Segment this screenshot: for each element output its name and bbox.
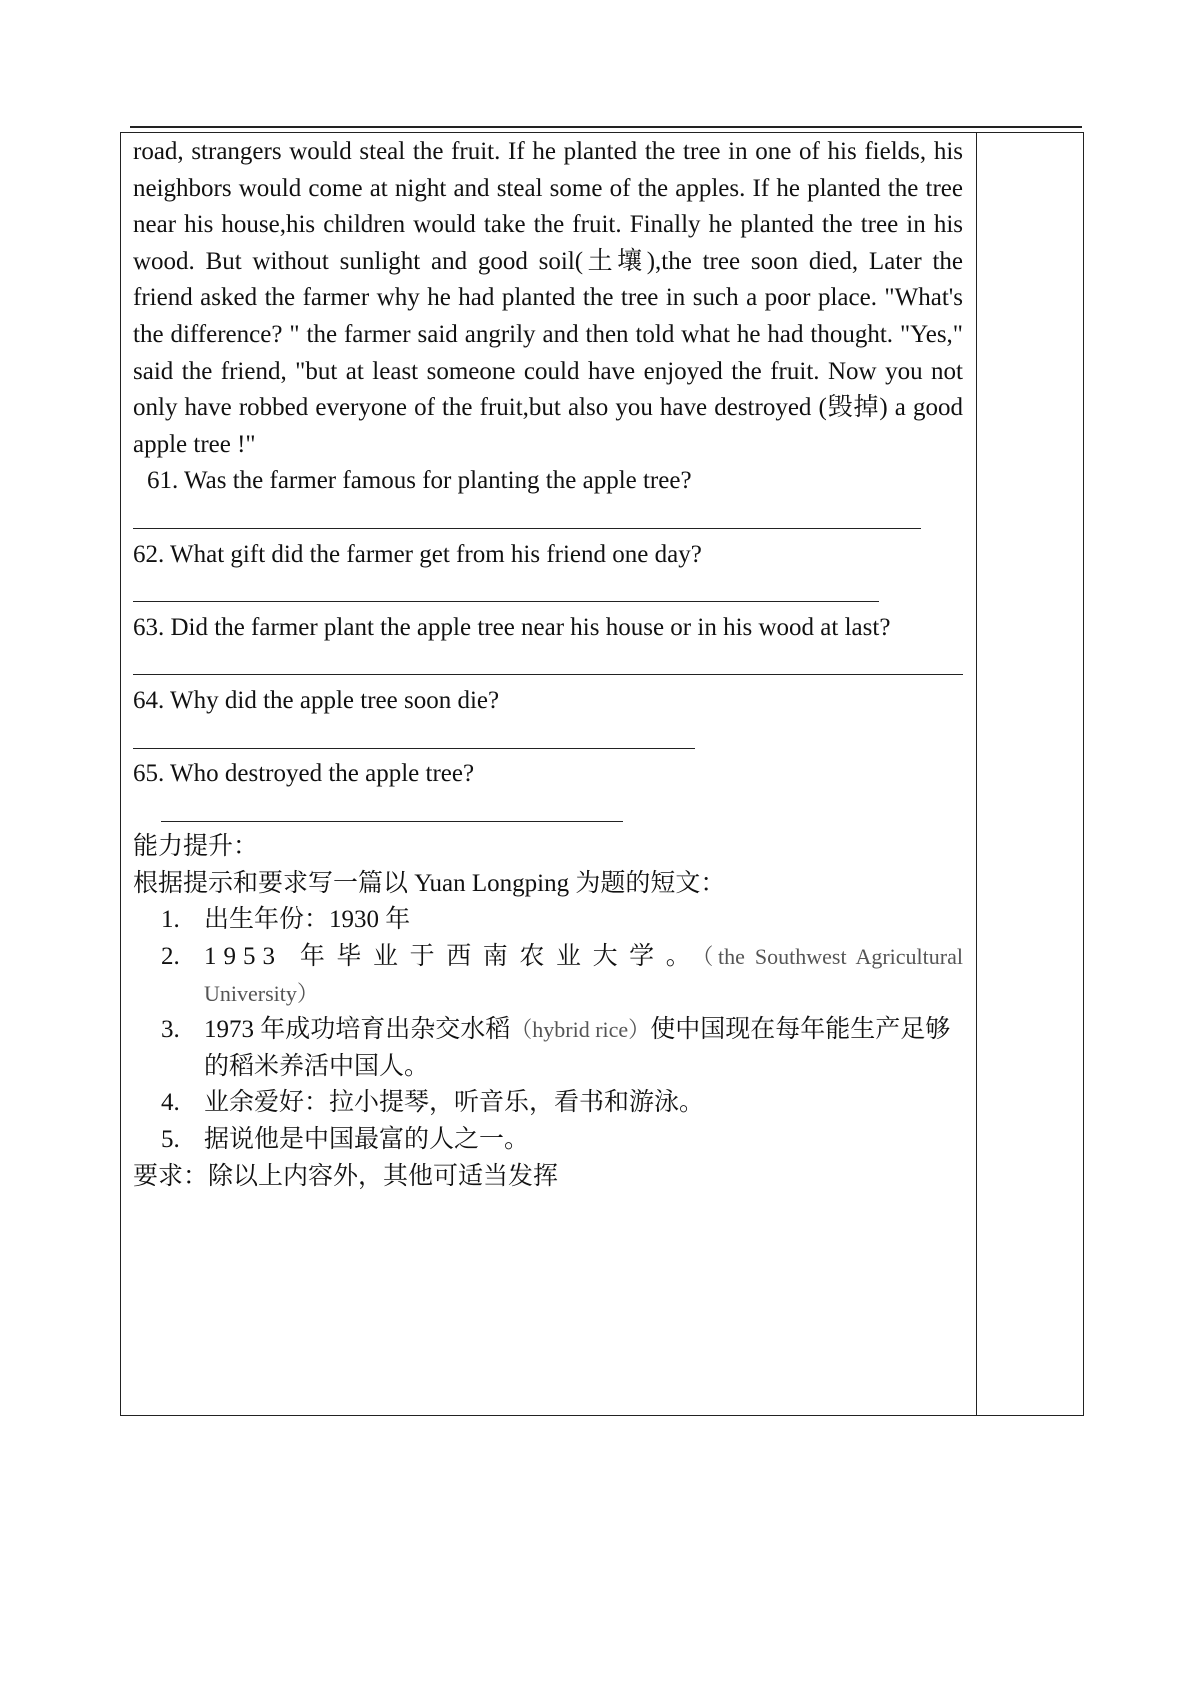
answer-line-63[interactable] xyxy=(133,646,963,683)
answer-line-61[interactable] xyxy=(133,500,963,537)
question-64: 64. Why did the apple tree soon die? xyxy=(133,686,500,714)
hint-item-5: 5. 据说他是中国最富的人之一。 xyxy=(161,1126,530,1154)
requirement-text: 要求：除以上内容外，其他可适当发挥 xyxy=(133,1162,559,1190)
hint-item-1: 1. 出生年份：1930 年 xyxy=(161,906,411,934)
question-63: 63. Did the farmer plant the apple tree near his house or in his wood at last? xyxy=(133,613,891,641)
hint-item-3: 3. 1973 年成功培育出杂交水稻（hybrid rice）使中国现在每年能生产足够的稻米养活中国人。 xyxy=(161,1016,951,1080)
question-61: 61. Was the farmer famous for planting the apple tree? xyxy=(147,467,692,495)
section-heading: 能力提升： xyxy=(133,833,259,861)
answer-line-64[interactable] xyxy=(133,720,963,757)
writing-prompt: 根据提示和要求写一篇以 Yuan Longping 为题的短文： xyxy=(133,869,726,897)
hint-item-2: 2. 1953 年毕业于西南农业大学。（the Southwest Agricultural University） xyxy=(161,943,963,1006)
answer-line-65[interactable] xyxy=(133,793,963,830)
content-cell xyxy=(133,134,963,1195)
hint-list xyxy=(133,902,963,1158)
question-62: 62. What gift did the farmer get from his friend one day? xyxy=(133,540,702,568)
hint-item-4: 4. 业余爱好：拉小提琴，听音乐，看书和游泳。 xyxy=(161,1089,705,1117)
column-divider xyxy=(976,132,977,1416)
reading-passage: road, strangers would steal the fruit. If he planted the tree in one of his fields, his neighbors would come at night and steal some of the apples. If he planted the tree near his house,his children would take the fruit. Finally he planted the tree in his wood. But without sunlight and good soil(土壤),the tree soon died, Later the friend asked the farmer why he had planted the tree in such a poor place. "What's the difference? " the farmer said angrily and then told what he had thought. "Yes," said the friend, "but at least someone could have enjoyed the fruit. Now you not only have robbed everyone of the fruit,but also you have destroyed (毁掉) a good apple tree !" xyxy=(133,138,963,458)
header-rule xyxy=(130,126,1082,128)
question-65: 65. Who destroyed the apple tree? xyxy=(133,760,475,788)
answer-line-62[interactable] xyxy=(133,573,963,610)
